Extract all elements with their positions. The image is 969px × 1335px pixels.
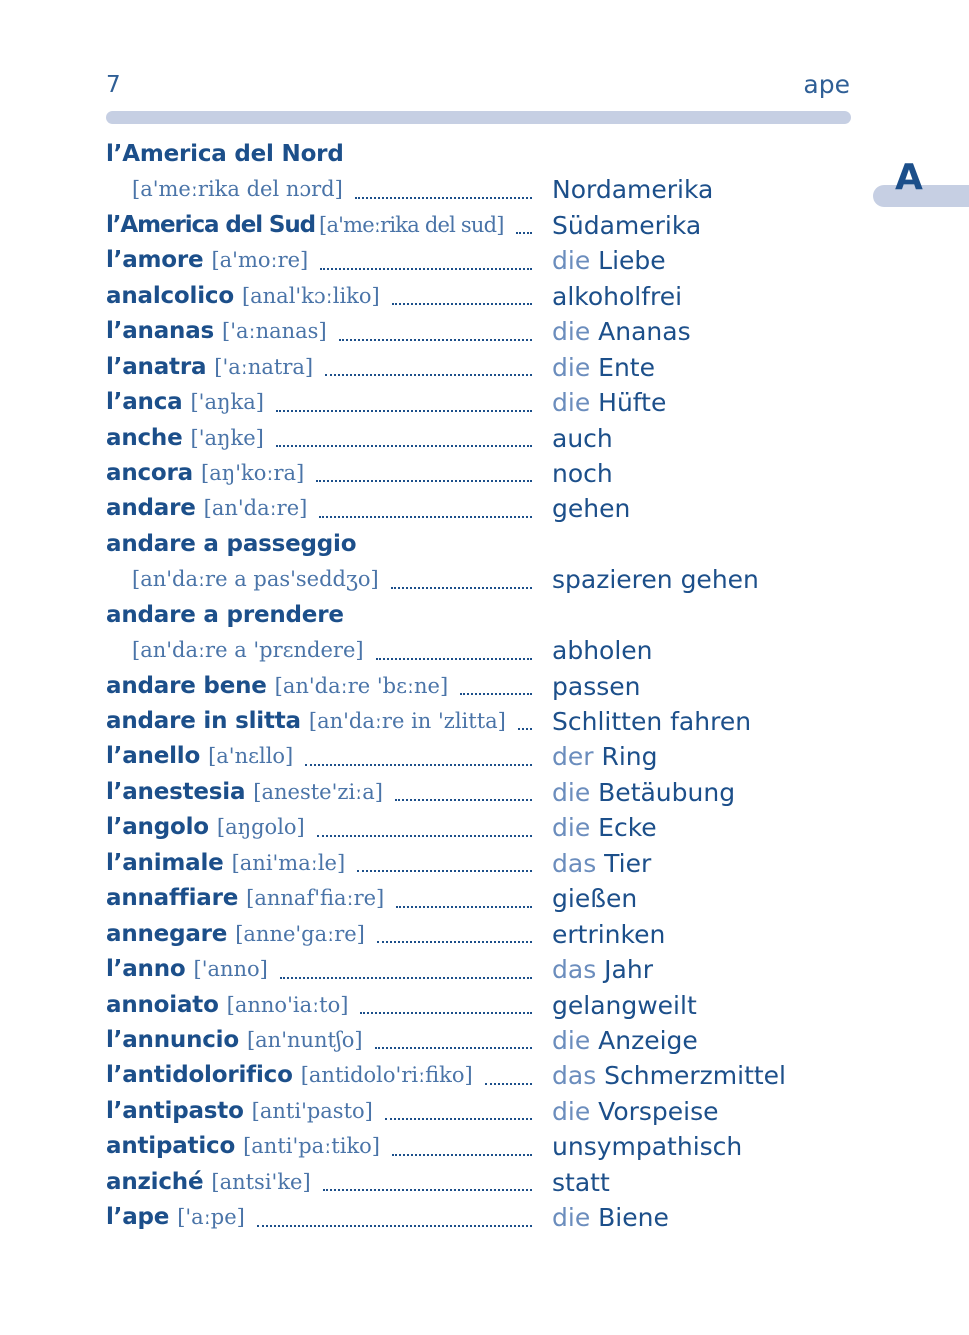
dot-leader: [518, 727, 532, 730]
pronunciation: [aneste'ziːa]: [253, 779, 383, 804]
dictionary-entry-row: [106, 739, 851, 774]
dot-leader: [357, 869, 532, 872]
headword: l’annuncio: [106, 1026, 239, 1053]
translation: [552, 562, 759, 597]
translation-word: Tier: [604, 848, 652, 878]
dot-leader: [395, 798, 532, 801]
headword: l’anestesia: [106, 778, 246, 805]
headword: l’anatra: [106, 353, 207, 380]
headword: l’antidolorifico: [106, 1062, 293, 1089]
translation-word: Ecke: [598, 813, 657, 843]
pronunciation: ['anno]: [193, 957, 268, 982]
entry-source: [106, 527, 536, 562]
dictionary-entry-row: [106, 1200, 851, 1235]
translation-word: noch: [552, 458, 613, 488]
translation-word: spazieren gehen: [552, 565, 759, 595]
headword: l’animale: [106, 849, 224, 876]
entry-source: [132, 562, 536, 597]
translation-word: passen: [552, 671, 641, 701]
dictionary-entry-row: [106, 633, 851, 668]
article: die: [552, 1025, 599, 1055]
dictionary-entry-row: [106, 988, 851, 1023]
translation: [552, 243, 666, 278]
dictionary-entry-row: [106, 243, 851, 278]
pronunciation: [aŋ'koːra]: [201, 460, 305, 485]
translation-word: auch: [552, 423, 613, 453]
translation-word: Liebe: [598, 246, 666, 276]
headword: l’ananas: [106, 318, 215, 345]
dot-leader: [392, 1153, 532, 1156]
dot-leader: [375, 1046, 532, 1049]
headword: andare bene: [106, 672, 267, 699]
translation: [552, 988, 697, 1023]
dictionary-entry-row: [106, 562, 851, 597]
pronunciation: [a'nɛllo]: [208, 744, 294, 769]
dot-leader: [485, 1082, 532, 1085]
entry-source: [106, 988, 536, 1023]
dictionary-entry-row: [106, 1094, 851, 1129]
headword: analcolico: [106, 282, 234, 309]
entry-source: [106, 952, 536, 987]
entry-source: [106, 137, 536, 172]
headword: l’angolo: [106, 814, 209, 841]
article: das: [552, 955, 605, 985]
translation-word: Hüfte: [598, 388, 667, 418]
pronunciation: [an'daːre in 'zlitta]: [308, 709, 506, 733]
entry-source: [106, 385, 536, 420]
translation-word: unsympathisch: [552, 1132, 743, 1162]
dictionary-entry-row: [106, 172, 851, 207]
dictionary-entry-row: [106, 1023, 851, 1058]
dot-leader: [257, 1224, 532, 1227]
entry-source: [132, 172, 536, 207]
article: die: [552, 1203, 599, 1233]
translation: [552, 846, 651, 881]
translation: [552, 775, 735, 810]
dictionary-entry-row: [106, 1165, 851, 1200]
entry-source: [106, 917, 536, 952]
dot-leader: [516, 231, 532, 234]
dot-leader: [460, 692, 532, 695]
dot-leader: [392, 302, 532, 305]
entry-source: [106, 208, 536, 243]
dot-leader: [319, 515, 532, 518]
entry-source: [106, 243, 536, 278]
dot-leader: [377, 940, 532, 943]
headword: andare: [106, 495, 196, 522]
translation: [552, 172, 713, 207]
translation-word: Vorspeise: [598, 1096, 719, 1126]
dictionary-entries: [106, 137, 851, 1236]
translation: [552, 1058, 786, 1093]
translation: [552, 208, 701, 243]
translation: [552, 810, 657, 845]
dot-leader: [305, 763, 532, 766]
dictionary-entry-row: [106, 491, 851, 526]
headword: annaffiare: [106, 885, 239, 912]
dictionary-entry-row: [106, 669, 851, 704]
pronunciation: [a'moːre]: [211, 248, 309, 273]
dictionary-entry-row: [106, 385, 851, 420]
dictionary-entry-row: [106, 704, 851, 739]
dot-leader: [360, 1011, 532, 1014]
translation-word: ertrinken: [552, 919, 666, 949]
entry-source: [106, 810, 536, 845]
headword: anziché: [106, 1168, 204, 1195]
dot-leader: [316, 479, 532, 482]
translation: [552, 350, 655, 385]
dictionary-entry-row: [106, 279, 851, 314]
entry-source: [106, 739, 536, 774]
pronunciation: [anal'kɔːliko]: [241, 283, 380, 308]
entry-source: [132, 633, 536, 668]
header-rule: [106, 111, 851, 124]
pronunciation: [an'daːre a 'prɛndere]: [132, 638, 364, 663]
entry-source: [106, 279, 536, 314]
translation-word: Anzeige: [598, 1025, 698, 1055]
translation-word: Biene: [598, 1203, 669, 1233]
dot-leader: [385, 1117, 532, 1120]
article: die: [552, 813, 599, 843]
headword: l’antipasto: [106, 1097, 244, 1124]
entry-source: [106, 421, 536, 456]
entry-source: [106, 669, 536, 704]
entry-source: [106, 456, 536, 491]
running-head: ape: [803, 70, 850, 99]
entry-source: [106, 350, 536, 385]
translation: [552, 1129, 742, 1164]
headword: ancora: [106, 459, 193, 486]
headword: anche: [106, 424, 183, 451]
dictionary-entry-row: [106, 527, 851, 562]
entry-source: [106, 775, 536, 810]
headword: l’ape: [106, 1204, 170, 1231]
translation: [552, 1094, 719, 1129]
translation-word: gehen: [552, 494, 631, 524]
translation: [552, 917, 665, 952]
headword: l’amore: [106, 247, 204, 274]
entry-source: [106, 1058, 536, 1093]
translation-word: gießen: [552, 884, 638, 914]
translation: [552, 279, 682, 314]
entry-source: [106, 846, 536, 881]
pronunciation: [an'daːre 'bɛːne]: [274, 673, 449, 698]
dictionary-entry-row: [106, 810, 851, 845]
headword: l’anno: [106, 956, 186, 983]
headword: annoiato: [106, 991, 219, 1018]
translation: [552, 669, 640, 704]
article: die: [552, 388, 599, 418]
entry-source: [106, 598, 536, 633]
dot-leader: [276, 409, 532, 412]
headword: l’anello: [106, 743, 201, 770]
dot-leader: [317, 834, 532, 837]
pronunciation: [a'meːrika del nɔrd]: [132, 177, 343, 202]
dictionary-entry-row: [106, 775, 851, 810]
dictionary-entry-row: [106, 456, 851, 491]
dot-leader: [339, 338, 532, 341]
translation: [552, 385, 666, 420]
article: die: [552, 352, 599, 382]
pronunciation: [anno'iaːto]: [226, 992, 349, 1017]
dot-leader: [325, 373, 532, 376]
translation: [552, 491, 630, 526]
translation-word: Ring: [601, 742, 658, 772]
article: die: [552, 777, 599, 807]
pronunciation: [aŋgolo]: [216, 815, 305, 840]
pronunciation: [a'meːrika del sud]: [319, 212, 504, 237]
dictionary-entry-row: [106, 137, 851, 172]
article: die: [552, 1096, 599, 1126]
translation: [552, 633, 653, 668]
entry-source: [106, 1023, 536, 1058]
pronunciation: ['aŋke]: [190, 425, 264, 450]
entry-source: [106, 881, 536, 916]
entry-source: [106, 314, 536, 349]
translation-word: Schlitten fahren: [552, 707, 752, 736]
pronunciation: ['aːpe]: [177, 1205, 245, 1230]
dot-leader: [320, 267, 532, 270]
page-number: 7: [106, 72, 121, 98]
dot-leader: [355, 196, 532, 199]
translation: [552, 1200, 669, 1235]
translation: [552, 952, 653, 987]
translation: [552, 456, 613, 491]
translation-word: Nordamerika: [552, 175, 714, 205]
dictionary-entry-row: [106, 1129, 851, 1164]
dictionary-entry-row: [106, 314, 851, 349]
translation: [552, 739, 658, 774]
dot-leader: [276, 444, 532, 447]
dot-leader: [391, 586, 532, 589]
pronunciation: ['aːnanas]: [222, 319, 327, 344]
headword: andare in slitta: [106, 708, 301, 734]
pronunciation: ['aŋka]: [190, 390, 264, 415]
entry-source: [106, 1165, 536, 1200]
headword: antipatico: [106, 1133, 236, 1160]
translation-word: statt: [552, 1167, 610, 1197]
translation-word: Betäubung: [598, 777, 736, 807]
pronunciation: [annaf'fiaːre]: [246, 886, 385, 911]
entry-source: [106, 704, 536, 739]
translation-word: gelangweilt: [552, 990, 697, 1020]
article: die: [552, 317, 599, 347]
letter-tab-label: A: [895, 157, 923, 198]
translation: [552, 1023, 698, 1058]
translation-word: Ananas: [598, 317, 691, 347]
pronunciation: ['aːnatra]: [214, 354, 314, 379]
article: das: [552, 848, 605, 878]
dictionary-entry-row: [106, 917, 851, 952]
pronunciation: [anti'paːtiko]: [243, 1134, 380, 1159]
translation: [552, 421, 613, 456]
translation-word: Schmerzmittel: [604, 1061, 786, 1091]
translation-word: Südamerika: [552, 210, 702, 240]
pronunciation: [ani'maːle]: [231, 850, 346, 875]
dictionary-entry-row: [106, 881, 851, 916]
entry-source: [106, 1094, 536, 1129]
article: der: [552, 742, 602, 772]
dictionary-entry-row: [106, 1058, 851, 1093]
pronunciation: [an'daːre a pas'seddʒo]: [132, 567, 379, 592]
pronunciation: [antidolo'riːfiko]: [300, 1063, 473, 1088]
translation-word: abholen: [552, 636, 653, 666]
pronunciation: [anti'pasto]: [251, 1098, 373, 1123]
pronunciation: [anne'gaːre]: [235, 921, 365, 946]
entry-source: [106, 1129, 536, 1164]
dot-leader: [280, 976, 532, 979]
translation-word: Jahr: [604, 955, 653, 985]
entry-source: [106, 491, 536, 526]
pronunciation: [antsi'ke]: [211, 1169, 311, 1194]
dictionary-entry-row: [106, 598, 851, 633]
pronunciation: [an'nuntʃo]: [246, 1027, 363, 1052]
dot-leader: [396, 905, 532, 908]
translation: [552, 314, 691, 349]
headword: andare a passeggio: [106, 530, 357, 557]
headword: l’America del Nord: [106, 141, 344, 167]
dictionary-entry-row: [106, 846, 851, 881]
headword: l’anca: [106, 389, 183, 416]
headword: annegare: [106, 920, 228, 947]
pronunciation: [an'daːre]: [203, 496, 308, 521]
dictionary-entry-row: [106, 350, 851, 385]
translation: [552, 881, 637, 916]
dot-leader: [323, 1188, 532, 1191]
headword: andare a prendere: [106, 601, 344, 628]
translation: [552, 1165, 610, 1200]
dictionary-entry-row: [106, 952, 851, 987]
translation: [552, 704, 751, 739]
headword: l’America del Sud: [106, 211, 316, 238]
article: die: [552, 246, 599, 276]
dot-leader: [376, 657, 532, 660]
translation-word: Ente: [598, 352, 655, 382]
translation-word: alkoholfrei: [552, 281, 683, 311]
article: das: [552, 1061, 605, 1091]
entry-source: [106, 1200, 536, 1235]
dictionary-entry-row: [106, 208, 851, 243]
dictionary-entry-row: [106, 421, 851, 456]
